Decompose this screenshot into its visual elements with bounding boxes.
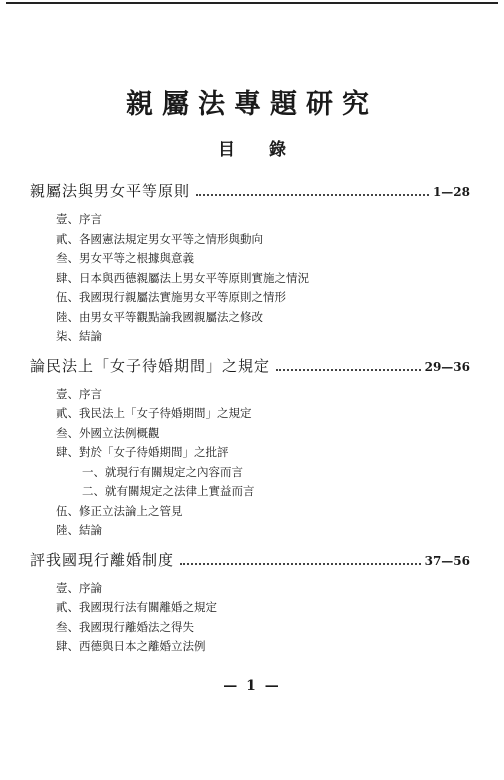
chapter-entry[interactable]: [30, 549, 470, 575]
section-item: 叁、我國現行離婚法之得失: [56, 619, 194, 634]
toc-heading: 目錄: [218, 140, 320, 160]
section-item: 壹、序言: [56, 212, 102, 226]
section-item: 貳、我國現行法有關離婚之規定: [56, 600, 217, 614]
toc-chapter-1: [30, 180, 470, 347]
section-item: 陸、結論: [56, 523, 102, 537]
section-item: 肆、日本與西德親屬法上男女平等原則實施之情況: [56, 270, 309, 285]
section-item: 貳、各國憲法規定男女平等之情形與動向: [56, 231, 263, 246]
section-item: 柒、結論: [56, 329, 102, 343]
section-item: 叁、男女平等之根據與意義: [56, 251, 194, 265]
book-title: 親屬法專題研究: [126, 89, 378, 120]
chapter-pages: 37—56: [424, 553, 470, 568]
section-item: 伍、修正立法論上之管見: [56, 503, 183, 518]
chapter-pages: 1—28: [432, 185, 470, 199]
chapter-title: 評我國現行離婚制度: [30, 550, 175, 569]
chapter-title: 親屬法與男女平等原則: [30, 182, 191, 200]
page-number: — 1 —: [223, 678, 281, 694]
section-item: 叁、外國立法例概觀: [56, 425, 160, 440]
subsection-item: 二、就有關規定之法律上實益而言: [82, 484, 255, 498]
section-item: 肆、西德與日本之離婚立法例: [56, 639, 206, 653]
dot-leader: [276, 369, 421, 371]
section-item: 肆、對於「女子待婚期間」之批評: [56, 445, 229, 459]
table-of-contents: [30, 180, 470, 665]
subsection-item: 一、就現行有關規定之內容而言: [82, 464, 243, 479]
section-list: [30, 385, 470, 541]
chapter-pages: 29—36: [424, 359, 470, 374]
dot-leader: [196, 194, 429, 196]
toc-chapter-3: [30, 549, 470, 657]
chapter-entry[interactable]: [30, 355, 470, 381]
section-list: [30, 210, 470, 347]
chapter-title: 論民法上「女子待婚期間」之規定: [30, 356, 271, 375]
section-list: [30, 579, 470, 657]
section-item: 伍、我國現行親屬法實施男女平等原則之情形: [56, 290, 286, 304]
top-rule: [6, 2, 498, 4]
section-item: 壹、序言: [56, 386, 102, 401]
section-item: 貳、我民法上「女子待婚期間」之規定: [56, 406, 252, 420]
section-item: 壹、序論: [56, 580, 102, 595]
chapter-entry[interactable]: [30, 180, 470, 206]
section-item: 陸、由男女平等觀點論我國親屬法之修改: [56, 309, 263, 324]
toc-chapter-2: [30, 355, 470, 541]
dot-leader: [180, 563, 421, 565]
